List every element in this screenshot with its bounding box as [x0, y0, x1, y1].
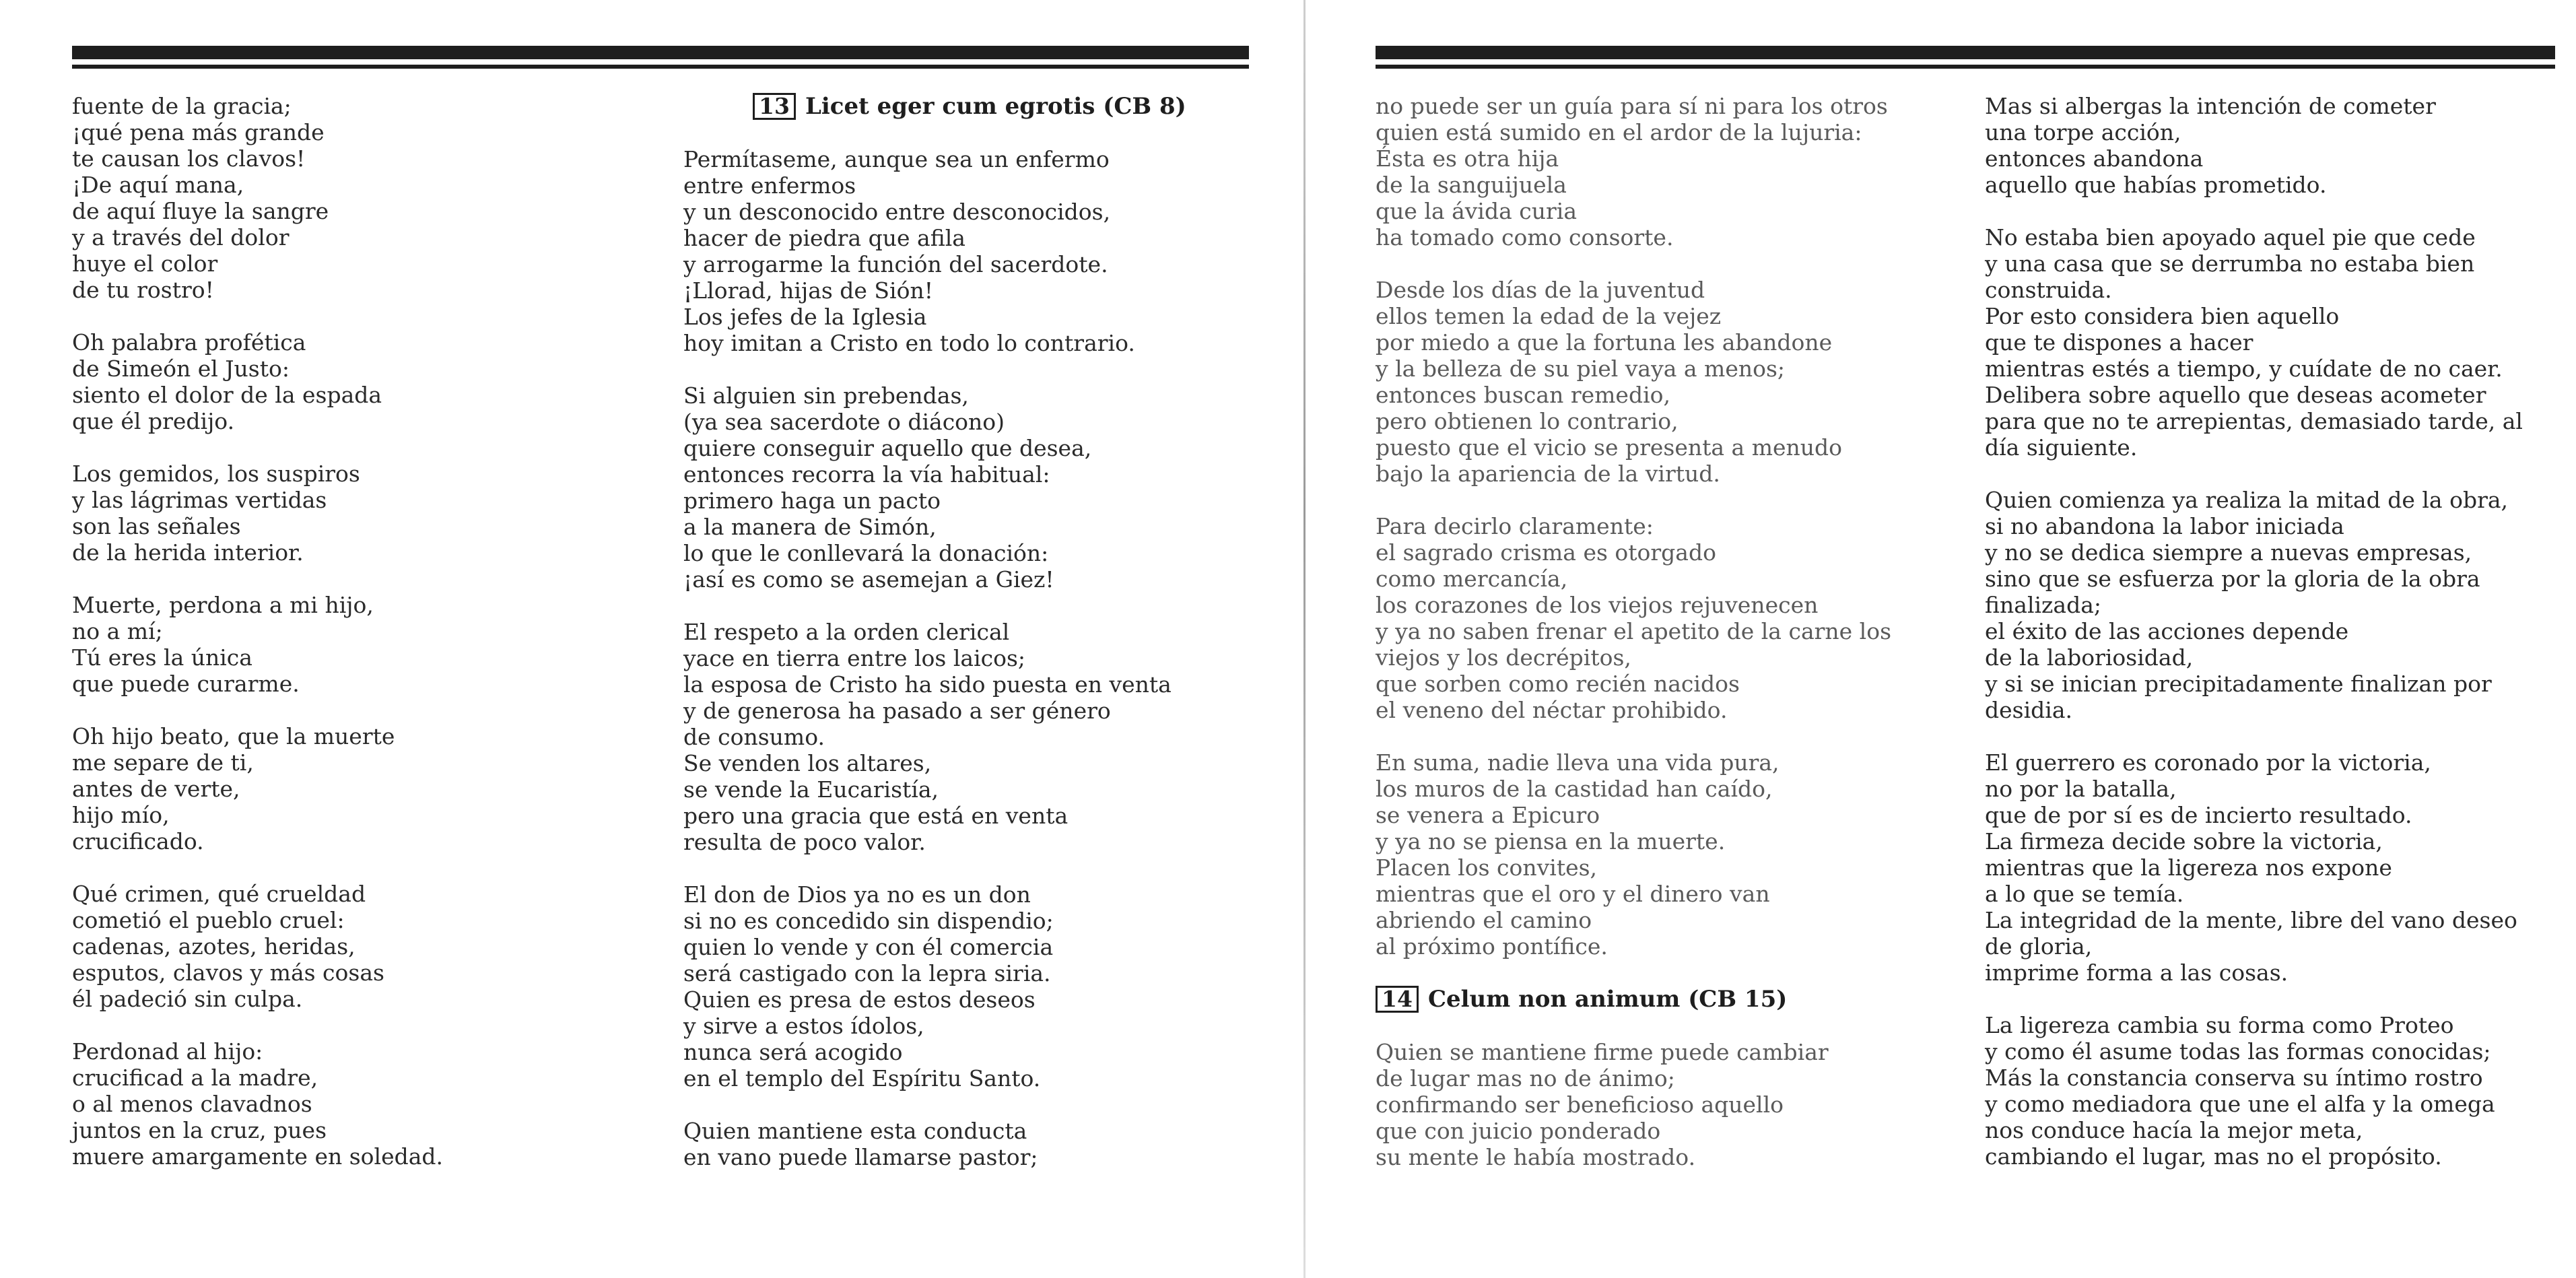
verse-line: (ya sea sacerdote o diácono): [683, 409, 1005, 435]
stanza: [72, 329, 651, 434]
verse-line: de gloria,: [1985, 933, 2093, 960]
stanza: [1376, 749, 1955, 960]
verse-line: Por esto considera bien aquello: [1985, 303, 2340, 329]
verse-line: finalizada;: [1985, 592, 2102, 618]
verse-line: hacer de piedra que afila: [683, 225, 965, 251]
verse-line: confirmando ser beneficioso aquello: [1376, 1091, 1784, 1118]
stanza: [72, 723, 651, 854]
section-number-box: 13: [753, 93, 796, 120]
stanza: [683, 1118, 1262, 1170]
verse-line: el veneno del néctar prohibido.: [1376, 697, 1728, 723]
verse-line: abriendo el camino: [1376, 907, 1592, 933]
verse-line: entonces buscan remedio,: [1376, 382, 1670, 408]
stanza: [683, 619, 1262, 855]
verse-line: Qué crimen, qué crueldad: [72, 881, 366, 907]
section-heading-14: [1376, 986, 1955, 1013]
verse-line: huye el color: [72, 250, 218, 277]
text-column-4: [1985, 93, 2564, 1196]
verse-line: en vano puede llamarse pastor;: [683, 1144, 1038, 1170]
text-column-1: [72, 93, 651, 1196]
verse-line: construida.: [1985, 277, 2112, 303]
section-heading-13: [753, 93, 1262, 120]
verse-line: no a mí;: [72, 618, 163, 644]
verse-line: que la ávida curia: [1376, 198, 1578, 224]
verse-line: hoy imitan a Cristo en todo lo contrario.: [683, 330, 1135, 356]
verse-line: No estaba bien apoyado aquel pie que cede: [1985, 224, 2476, 250]
verse-line: Quien comienza ya realiza la mitad de la obra,: [1985, 487, 2509, 513]
book-gutter: [1303, 0, 1306, 1278]
verse-line: aquello que habías prometido.: [1985, 172, 2327, 198]
verse-line: que te dispones a hacer: [1985, 329, 2253, 356]
verse-line: primero haga un pacto: [683, 487, 941, 514]
verse-line: El guerrero es coronado por la victoria,: [1985, 749, 2431, 776]
verse-line: Quien es presa de estos deseos: [683, 986, 1036, 1013]
verse-line: fuente de la gracia;: [72, 93, 292, 119]
verse-line: que con juicio ponderado: [1376, 1118, 1661, 1144]
stanza: [1985, 1012, 2564, 1170]
verse-line: yace en tierra entre los laicos;: [683, 645, 1026, 671]
verse-line: Muerte, perdona a mi hijo,: [72, 592, 374, 618]
verse-line: esputos, clavos y más cosas: [72, 960, 384, 986]
verse-line: quien está sumido en el ardor de la lujuria:: [1376, 119, 1862, 145]
verse-line: bajo la apariencia de la virtud.: [1376, 461, 1720, 487]
section-title: Licet eger cum egrotis (CB 8): [805, 92, 1186, 120]
verse-line: y como él asume todas las formas conocidas;: [1985, 1038, 2491, 1065]
verse-line: ha tomado como consorte.: [1376, 224, 1674, 250]
verse-line: Quien mantiene esta conducta: [683, 1118, 1027, 1144]
text-column-3: [1376, 93, 1955, 1197]
stanza: [683, 881, 1262, 1091]
verse-line: en el templo del Espíritu Santo.: [683, 1065, 1041, 1091]
verse-line: y ya no saben frenar el apetito de la carne los: [1376, 618, 1892, 644]
verse-line: de la laboriosidad,: [1985, 644, 2194, 671]
verse-line: y a través del dolor: [72, 224, 290, 250]
verse-line: los corazones de los viejos rejuvenecen: [1376, 592, 1819, 618]
verse-line: imprime forma a las cosas.: [1985, 960, 2289, 986]
verse-line: de la herida interior.: [72, 539, 304, 566]
verse-line: mientras que el oro y el dinero van: [1376, 881, 1770, 907]
verse-line: ¡Llorad, hijas de Sión!: [683, 277, 933, 304]
verse-line: de aquí fluye la sangre: [72, 198, 329, 224]
verse-line: como mercancía,: [1376, 566, 1568, 592]
verse-line: nunca será acogido: [683, 1039, 903, 1065]
stanza: [683, 146, 1262, 356]
stanza: [1985, 749, 2564, 986]
verse-line: los muros de la castidad han caído,: [1376, 776, 1773, 802]
verse-line: se vende la Eucaristía,: [683, 776, 939, 803]
verse-line: mientras que la ligereza nos expone: [1985, 854, 2392, 881]
verse-line: Desde los días de la juventud: [1376, 277, 1705, 303]
verse-line: será castigado con la lepra siria.: [683, 960, 1051, 986]
stanza: [1376, 513, 1955, 723]
verse-line: de Simeón el Justo:: [72, 356, 290, 382]
verse-line: cadenas, azotes, heridas,: [72, 933, 355, 960]
stanza: [72, 1038, 651, 1170]
verse-line: de la sanguijuela: [1376, 172, 1567, 198]
verse-line: me separe de ti,: [72, 749, 254, 776]
verse-line: y no se dedica siempre a nuevas empresas,: [1985, 539, 2472, 566]
verse-line: crucificad a la madre,: [72, 1065, 318, 1091]
verse-line: El respeto a la orden clerical: [683, 619, 1010, 645]
verse-line: y ya no se piensa en la muerte.: [1376, 828, 1726, 854]
header-rule-thick: [72, 46, 1249, 59]
verse-line: una torpe acción,: [1985, 119, 2181, 145]
verse-line: que sorben como recién nacidos: [1376, 671, 1740, 697]
stanza: [72, 93, 651, 303]
verse-line: entonces recorra la vía habitual:: [683, 461, 1050, 487]
verse-line: de consumo.: [683, 724, 825, 750]
verse-line: si no abandona la labor iniciada: [1985, 513, 2344, 539]
verse-line: y la belleza de su piel vaya a menos;: [1376, 356, 1786, 382]
stanza: [1376, 277, 1955, 487]
verse-line: y si se inician precipitadamente finalizan por: [1985, 671, 2492, 697]
verse-line: y como mediadora que une el alfa y la omega: [1985, 1091, 2495, 1117]
verse-line: cambiando el lugar, mas no el propósito.: [1985, 1143, 2442, 1170]
header-rule-thin: [72, 65, 1249, 69]
verse-line: Los gemidos, los suspiros: [72, 461, 360, 487]
section-number-box: 14: [1376, 986, 1419, 1013]
verse-line: a la manera de Simón,: [683, 514, 937, 540]
verse-line: para que no te arrepientas, demasiado tarde, al: [1985, 408, 2523, 434]
verse-line: nos conduce hacía la mejor meta,: [1985, 1117, 2363, 1143]
header-rule-thin: [1376, 65, 2555, 69]
verse-line: y arrogarme la función del sacerdote.: [683, 251, 1108, 277]
verse-line: por miedo a que la fortuna les abandone: [1376, 329, 1833, 356]
verse-line: Perdonad al hijo:: [72, 1038, 263, 1065]
verse-line: lo que le conllevará la donación:: [683, 540, 1049, 566]
verse-line: ellos temen la edad de la vejez: [1376, 303, 1722, 329]
verse-line: ¡qué pena más grande: [72, 119, 325, 145]
verse-line: Placen los convites,: [1376, 854, 1598, 881]
verse-line: se venera a Epicuro: [1376, 802, 1600, 828]
stanza: [72, 592, 651, 697]
verse-line: entonces abandona: [1985, 145, 2204, 172]
verse-line: no por la batalla,: [1985, 776, 2177, 802]
verse-line: que de por sí es de incierto resultado.: [1985, 802, 2412, 828]
verse-line: puesto que el vicio se presenta a menudo: [1376, 434, 1843, 461]
verse-line: juntos en la cruz, pues: [72, 1117, 327, 1143]
verse-line: viejos y los decrépitos,: [1376, 644, 1631, 671]
verse-line: que él predijo.: [72, 408, 235, 434]
verse-line: el sagrado crisma es otorgado: [1376, 539, 1716, 566]
verse-line: son las señales: [72, 513, 241, 539]
verse-line: La firmeza decide sobre la victoria,: [1985, 828, 2383, 854]
verse-line: Mas si albergas la intención de cometer: [1985, 93, 2436, 119]
poem-block: [1376, 1039, 1955, 1170]
verse-line: Oh palabra profética: [72, 329, 306, 356]
verse-line: de lugar mas no de ánimo;: [1376, 1065, 1675, 1091]
stanza: [1985, 487, 2564, 723]
verse-line: muere amargamente en soledad.: [72, 1143, 444, 1170]
verse-line: ¡De aquí mana,: [72, 172, 244, 198]
verse-line: o al menos clavadnos: [72, 1091, 312, 1117]
verse-line: entre enfermos: [683, 172, 856, 199]
verse-line: pero una gracia que está en venta: [683, 803, 1069, 829]
verse-line: al próximo pontífice.: [1376, 933, 1608, 960]
verse-line: de tu rostro!: [72, 277, 214, 303]
verse-line: Quien se mantiene firme puede cambiar: [1376, 1039, 1829, 1065]
stanza: [72, 881, 651, 1012]
verse-line: siento el dolor de la espada: [72, 382, 382, 408]
stanza: [1376, 93, 1955, 250]
verse-line: Para decirlo claramente:: [1376, 513, 1654, 539]
verse-line: no puede ser un guía para sí ni para los otros: [1376, 93, 1888, 119]
verse-line: Más la constancia conserva su íntimo rostro: [1985, 1065, 2483, 1091]
verse-line: Los jefes de la Iglesia: [683, 304, 927, 330]
verse-line: la esposa de Cristo ha sido puesta en venta: [683, 671, 1172, 698]
verse-line: En suma, nadie lleva una vida pura,: [1376, 749, 1780, 776]
verse-line: resulta de poco valor.: [683, 829, 926, 855]
verse-line: Ésta es otra hija: [1376, 145, 1559, 172]
verse-line: desidia.: [1985, 697, 2072, 723]
verse-line: el éxito de las acciones depende: [1985, 618, 2349, 644]
verse-line: y sirve a estos ídolos,: [683, 1013, 924, 1039]
verse-line: Delibera sobre aquello que deseas acometer: [1985, 382, 2486, 408]
verse-line: ¡así es como se asemejan a Giez!: [683, 566, 1054, 593]
verse-line: Permítaseme, aunque sea un enfermo: [683, 146, 1110, 172]
verse-line: y de generosa ha pasado a ser género: [683, 698, 1111, 724]
verse-line: La ligereza cambia su forma como Proteo: [1985, 1012, 2454, 1038]
verse-line: Tú eres la única: [72, 644, 252, 671]
verse-line: y las lágrimas vertidas: [72, 487, 327, 513]
stanza: [1985, 224, 2564, 461]
verse-line: Si alguien sin prebendas,: [683, 382, 969, 409]
stanza: [1376, 1039, 1955, 1170]
verse-line: mientras estés a tiempo, y cuídate de no caer.: [1985, 356, 2503, 382]
verse-line: si no es concedido sin dispendio;: [683, 908, 1054, 934]
verse-line: cometió el pueblo cruel:: [72, 907, 345, 933]
verse-line: El don de Dios ya no es un don: [683, 881, 1031, 908]
verse-line: crucificado.: [72, 828, 204, 854]
verse-line: La integridad de la mente, libre del vano deseo: [1985, 907, 2517, 933]
verse-line: sino que se esfuerza por la gloria de la obra: [1985, 566, 2480, 592]
verse-line: a lo que se temía.: [1985, 881, 2184, 907]
verse-line: y una casa que se derrumba no estaba bien: [1985, 250, 2475, 277]
verse-line: quien lo vende y con él comercia: [683, 934, 1054, 960]
verse-line: día siguiente.: [1985, 434, 2138, 461]
header-rule-thick: [1376, 46, 2555, 59]
stanza: [72, 461, 651, 566]
poem-block: [1376, 93, 1955, 960]
verse-line: quiere conseguir aquello que desea,: [683, 435, 1092, 461]
text-column-2: [683, 93, 1262, 1197]
stanza: [683, 382, 1262, 593]
verse-line: antes de verte,: [72, 776, 240, 802]
verse-line: él padeció sin culpa.: [72, 986, 303, 1012]
verse-line: que puede curarme.: [72, 671, 300, 697]
verse-line: te causan los clavos!: [72, 145, 306, 172]
verse-line: hijo mío,: [72, 802, 170, 828]
verse-line: Oh hijo beato, que la muerte: [72, 723, 395, 749]
verse-line: y un desconocido entre desconocidos,: [683, 199, 1111, 225]
stanza: [1985, 93, 2564, 198]
verse-line: Se venden los altares,: [683, 750, 932, 776]
section-title: Celum non animum (CB 15): [1427, 985, 1788, 1013]
verse-line: su mente le había mostrado.: [1376, 1144, 1696, 1170]
verse-line: pero obtienen lo contrario,: [1376, 408, 1679, 434]
